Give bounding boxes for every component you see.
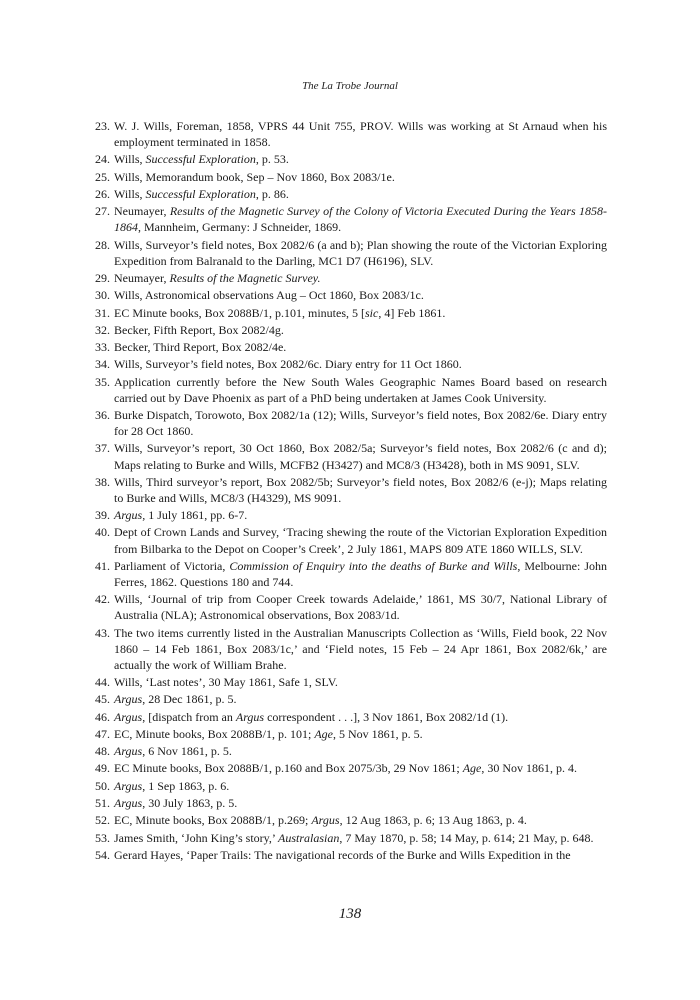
endnote-item [92,339,607,355]
endnote-number: 47. [95,726,110,741]
endnote-item [92,287,607,303]
endnote-item [92,305,607,321]
endnote-text: Becker, Third Report, Box 2082/4e. [114,340,287,355]
endnote-text: Neumayer, Results of the Magnetic Survey of the Colony of Victoria Executed During the Years 1858-1864, Mannheim, Germany: J Schneider, 1869. [114,204,607,235]
endnote-item [92,743,607,759]
endnote-text: Wills, Astronomical observations Aug – Oct 1860, Box 2083/1c. [114,288,424,303]
running-header: The La Trobe Journal [302,80,398,92]
endnote-number: 27. [95,204,110,219]
endnote-text: Dept of Crown Lands and Survey, ‘Tracing shewing the route of the Victorian Exploration Expedition from Bilbarka to the Depot on Cooper’s Creek’, 2 July 1861, MAPS 809 ATE 1860 WILLS, SLV. [114,525,607,556]
endnote-item [92,474,607,506]
endnote-item [92,760,607,776]
endnote-text: Wills, Memorandum book, Sep – Nov 1860, Box 2083/1e. [114,169,395,184]
endnote-item [92,674,607,690]
endnote-text: Wills, ‘Journal of trip from Cooper Creek towards Adelaide,’ 1861, MS 30/7, National Library of Australia (NLA); Astronomical observations, Box 2083/1d. [114,592,607,623]
endnote-item [92,778,607,794]
endnote-number: 43. [95,625,110,640]
endnote-text: Wills, Successful Exploration, p. 53. [114,152,289,167]
endnote-number: 37. [95,441,110,456]
endnote-number: 30. [95,288,110,303]
endnote-number: 36. [95,408,110,423]
endnote-number: 48. [95,744,110,759]
endnote-number: 45. [95,692,110,707]
endnote-number: 31. [95,305,110,320]
endnote-number: 25. [95,169,110,184]
endnote-text: Wills, ‘Last notes’, 30 May 1861, Safe 1, SLV. [114,675,338,690]
endnote-text: Wills, Surveyor’s report, 30 Oct 1860, Box 2082/5a; Surveyor’s field notes, Box 2082/6 (c and d); Maps relating to Burke and Wills, MCFB2 (H3427) and MC8/3 (H3428), both in MS 9091, SLV. [114,441,607,472]
endnote-number: 41. [95,558,110,573]
endnote-number: 24. [95,152,110,167]
endnote-text: Argus, 30 July 1863, p. 5. [114,796,238,810]
endnote-number: 50. [95,778,110,793]
endnote-number: 33. [95,340,110,355]
endnote-number: 44. [95,675,110,690]
endnotes-list [92,118,607,864]
endnote-item [92,118,607,150]
endnote-item [92,812,607,828]
endnote-item [92,151,607,167]
endnote-text: Wills, Surveyor’s field notes, Box 2082/6c. Diary entry for 11 Oct 1860. [114,357,462,372]
endnote-text: EC, Minute books, Box 2088B/1, p.269; Argus, 12 Aug 1863, p. 6; 13 Aug 1863, p. 4. [114,813,527,828]
endnote-item [92,507,607,523]
endnote-item [92,625,607,673]
endnote-item [92,169,607,185]
endnote-item [92,726,607,742]
endnote-item [92,440,607,472]
endnote-number: 39. [95,508,110,523]
endnote-text: Application currently before the New South Wales Geographic Names Board based on research carried out by Dave Phoenix as part of a PhD being undertaken at James Cook University. [114,374,607,405]
endnote-item [92,691,607,707]
endnote-text: EC Minute books, Box 2088B/1, p.160 and Box 2075/3b, 29 Nov 1861; Age, 30 Nov 1861, p. 4. [114,761,578,776]
endnote-item [92,356,607,372]
endnote-number: 49. [95,761,110,776]
endnote-number: 28. [95,237,110,252]
endnote-number: 35. [95,374,110,389]
endnote-item [92,591,607,623]
endnote-text: EC Minute books, Box 2088B/1, p.101, minutes, 5 [sic, 4] Feb 1861. [114,305,446,320]
endnote-item [92,270,607,286]
endnote-number: 46. [95,709,110,724]
endnote-text: W. J. Wills, Foreman, 1858, VPRS 44 Unit 755, PROV. Wills was working at St Arnaud when his employment terminated in 1858. [114,119,607,150]
endnote-item [92,524,607,556]
endnote-item [92,374,607,406]
endnote-number: 42. [95,592,110,607]
endnote-item [92,237,607,269]
endnote-text: Parliament of Victoria, Commission of Enquiry into the deaths of Burke and Wills, Melbourne: John Ferres, 1862. Questions 180 and 744. [114,558,607,589]
endnote-text: The two items currently listed in the Australian Manuscripts Collection as ‘Wills, Field book, 22 Nov 1860 – 14 Feb 1861, Box 2083/1c,’ and ‘Field notes, 15 Feb – 24 Apr 1861, Box 2082/6k,’ are actually the work of William Brahe. [114,625,607,672]
endnote-text: Wills, Surveyor’s field notes, Box 2082/6 (a and b); Plan showing the route of the Victorian Exploring Expedition from Balranald to the Darling, MC1 D7 (H6196), SLV. [114,237,607,268]
endnote-text: Neumayer, Results of the Magnetic Survey. [114,270,321,285]
endnote-item [92,847,607,863]
endnote-number: 52. [95,813,110,828]
endnote-text: Argus, [dispatch from an Argus correspondent . . .], 3 Nov 1861, Box 2082/1d (1). [114,709,509,724]
endnote-text: Wills, Successful Exploration, p. 86. [114,186,289,201]
endnote-text: Argus, 1 Sep 1863, p. 6. [114,778,230,793]
endnote-text: Argus, 28 Dec 1861, p. 5. [114,692,237,707]
endnote-text: Becker, Fifth Report, Box 2082/4g. [114,322,284,337]
endnote-item [92,322,607,338]
endnote-number: 54. [95,847,110,862]
endnote-text: EC, Minute books, Box 2088B/1, p. 101; Age, 5 Nov 1861, p. 5. [114,726,423,741]
endnote-item [92,407,607,439]
endnote-text: Argus, 6 Nov 1861, p. 5. [114,744,232,759]
endnote-text: James Smith, ‘John King’s story,’ Australasian, 7 May 1870, p. 58; 14 May, p. 614; 21 May, p. 648. [114,830,594,845]
endnote-item [92,186,607,202]
endnote-number: 40. [95,525,110,540]
endnote-number: 29. [95,270,110,285]
endnote-item [92,558,607,590]
endnote-number: 26. [95,186,110,201]
endnote-item [92,830,607,846]
endnote-number: 32. [95,322,110,337]
endnote-text: Gerard Hayes, ‘Paper Trails: The navigational records of the Burke and Wills Expedition in the [114,847,571,862]
endnote-text: Burke Dispatch, Torowoto, Box 2082/1a (12); Wills, Surveyor’s field notes, Box 2082/6e. Diary entry for 28 Oct 1860. [114,408,607,439]
endnote-number: 23. [95,119,110,133]
endnote-item [92,795,607,811]
endnote-number: 34. [95,357,110,372]
endnote-item [92,203,607,235]
endnote-text: Argus, 1 July 1861, pp. 6-7. [114,508,248,523]
endnote-item [92,709,607,725]
endnote-number: 38. [95,474,110,489]
endnote-text: Wills, Third surveyor’s report, Box 2082/5b; Surveyor’s field notes, Box 2082/6 (e-j); Maps relating to Burke and Wills, MC8/3 (H4329), MS 9091. [114,474,607,505]
endnote-number: 51. [95,796,110,810]
page-number: 138 [338,906,362,922]
endnote-number: 53. [95,830,110,845]
